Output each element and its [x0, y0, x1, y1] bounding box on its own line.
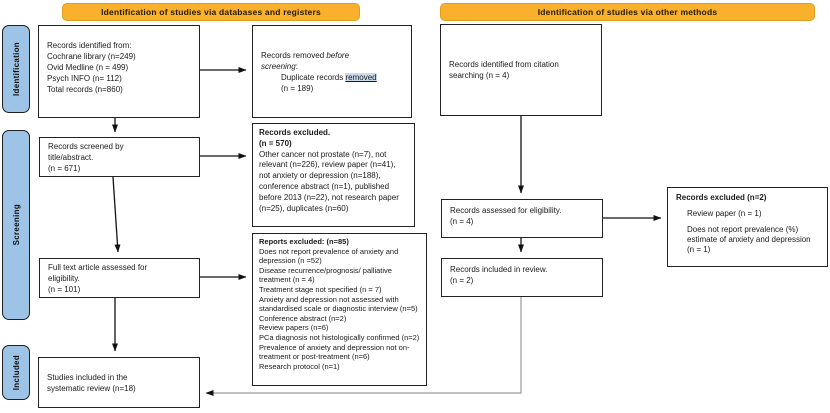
text-line: Duplicate records removed: [281, 72, 377, 82]
stage-label-text: Identification: [11, 42, 21, 96]
stage-label-identification: [2, 25, 30, 113]
text-line: Records identified from:: [47, 41, 132, 50]
records-excluded-2-box: [667, 187, 828, 267]
box-title: (n = 570): [259, 138, 292, 148]
box-title: Records excluded.: [259, 128, 331, 137]
text-line: Records identified from citation: [449, 60, 559, 69]
stage-label-text: Screening: [11, 204, 21, 246]
box-title: Reports excluded: (n=85): [259, 237, 349, 246]
records-excluded-570-box: [252, 123, 415, 227]
exclusion-reasons-text: Other cancer not prostate (n=7), not relevant (n=226), review paper (n=41), not anxiety or depression (n=188), conference abstract (n=1), published before 2013 (n=22), not research paper (n=25), duplicates (n=60): [259, 149, 399, 213]
exclusion-reason: Research protocol (n=1): [259, 361, 340, 371]
italic-text: screening: [261, 61, 296, 71]
full-text-assessed-box: [39, 258, 200, 298]
text-line: Ovid Medline (n = 499): [47, 63, 129, 72]
text-line: screening:: [261, 61, 298, 71]
stage-label-screening: [2, 130, 30, 320]
records-assessed-box: [441, 199, 603, 238]
reports-excluded-85-box: [252, 233, 427, 386]
exclusion-reason: Anxiety and depression not assessed with standardised scale or diagnostic interview (n=5): [259, 294, 418, 314]
box-title: Records excluded (n=2): [676, 193, 767, 202]
records-identified-box: [38, 25, 200, 118]
banner-databases-registers: Identification of studies via databases and registers: [62, 3, 360, 21]
text-line: (n = 101): [48, 285, 81, 294]
records-screened-box: [39, 137, 200, 177]
text-line: searching (n = 4): [449, 71, 510, 80]
exclusion-reason: Treatment stage not specified (n = 7): [259, 284, 382, 294]
exclusion-reason: Does not report prevalence of anxiety and depression (n =52): [259, 246, 399, 266]
exclusion-reason: Review papers (n=6): [259, 323, 329, 333]
text-line: systematic review (n=18): [47, 383, 136, 393]
text-line: Cochrane library (n=249): [47, 52, 136, 61]
removed-highlight: removed: [345, 72, 377, 82]
exclusion-reason: Review paper (n = 1): [687, 209, 762, 218]
stage-label-included: [2, 345, 30, 400]
exclusion-reason: Disease recurrence/prognosis/ palliative treatment (n = 4): [259, 265, 392, 285]
text-line: Total records (n=860): [47, 85, 123, 94]
italic-text: before: [326, 50, 350, 60]
text-line: Records screened by: [48, 142, 124, 151]
text-line: Full text article assessed for: [48, 263, 148, 272]
stage-label-text: Included: [11, 354, 21, 391]
text-line: (n = 671): [48, 164, 81, 173]
records-included-review-box: [441, 258, 603, 297]
exclusion-reason: PCa diagnosis not histologically confirmed (n=2): [259, 332, 420, 342]
exclusion-reason: Does not report prevalence (%) estimate of anxiety and depression (n = 1): [687, 225, 811, 254]
text-line: title/abstract.: [48, 153, 94, 162]
arrow-screened-to-fulltext: [113, 177, 118, 252]
text-line: Studies included in the: [47, 372, 128, 382]
text-line: (n = 4): [450, 217, 474, 226]
text-line: Records included in review.: [450, 265, 548, 274]
exclusion-reason: Conference abstract (n=2): [259, 313, 347, 323]
text-line: Psych INFO (n= 112): [47, 74, 122, 83]
text-line: Records assessed for eligibility.: [450, 206, 562, 215]
text-line: (n = 189): [281, 83, 314, 93]
records-removed-box: [252, 25, 412, 118]
citation-identified-box: [440, 24, 602, 116]
exclusion-reason: Prevalence of anxiety and depression not on-treatment or post-treatment (n=6): [259, 342, 410, 362]
text-line: eligibility.: [48, 274, 80, 283]
banner-other-methods: Identification of studies via other methods: [440, 3, 815, 21]
text-line: Records removed before: [261, 50, 350, 60]
studies-included-box: [38, 357, 200, 408]
text-line: (n = 2): [450, 276, 474, 285]
